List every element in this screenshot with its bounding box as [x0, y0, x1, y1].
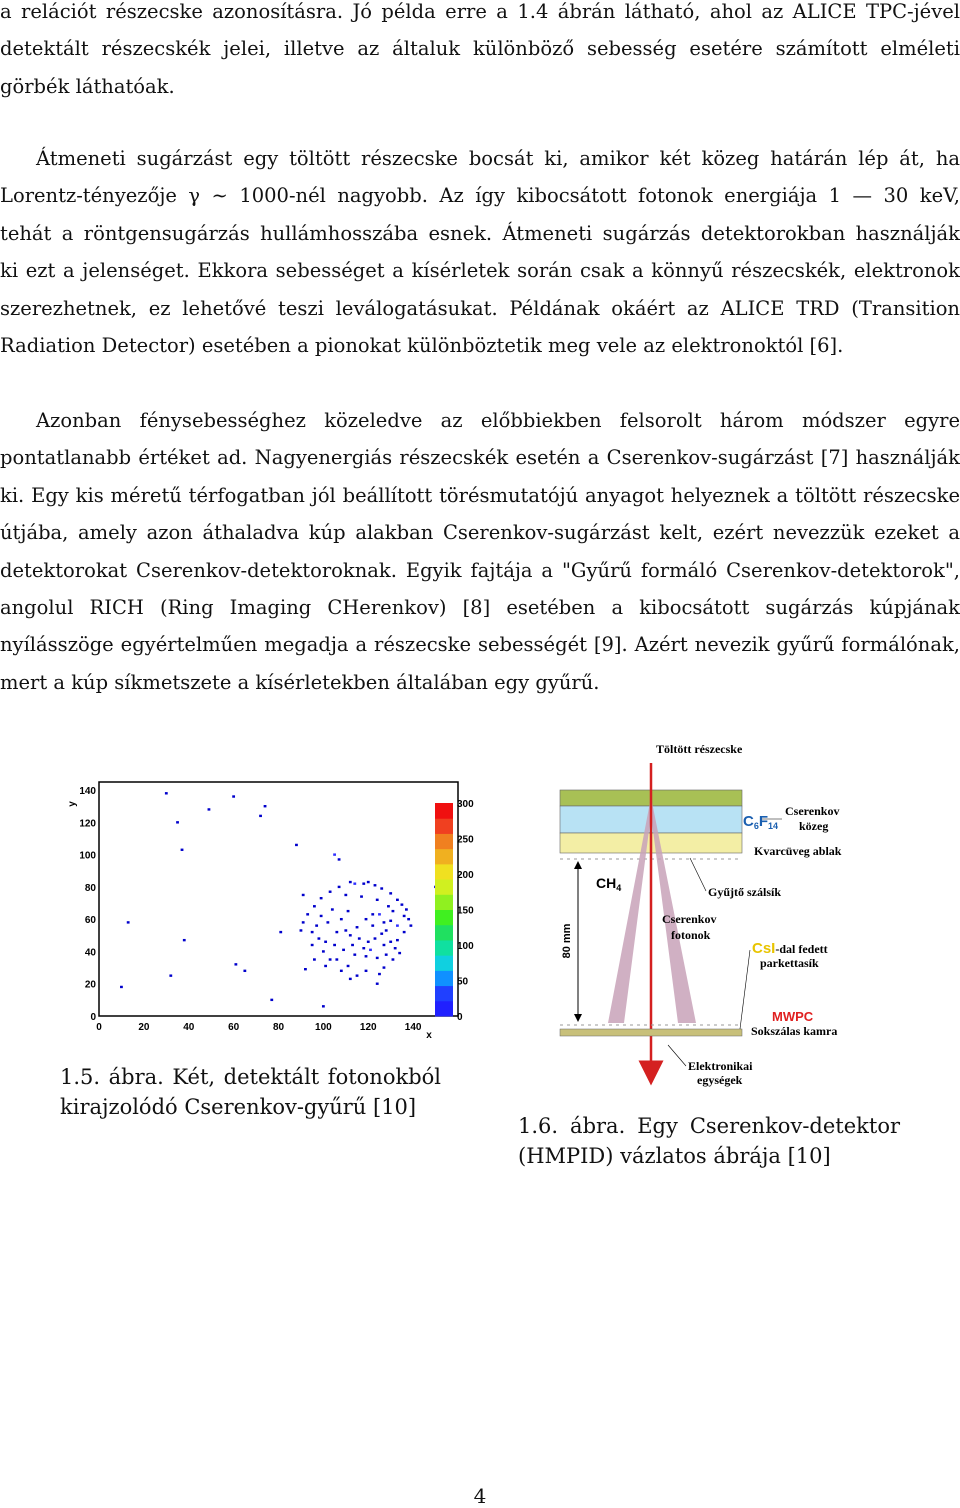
label-csi: CsI-dal fedett	[752, 940, 828, 957]
hit-pixel	[383, 944, 386, 946]
hit-pixel	[380, 932, 383, 934]
hit-pixel	[320, 915, 323, 917]
text-line: detektált részecskék jelei, illetve az általuk különböző sebesség esetére számított elméleti	[0, 37, 960, 61]
text-line: Azonban fénysebességhez közeledve az előbbiekben felsorolt három módszer egyre	[36, 409, 960, 432]
csi-pad-plane	[560, 1029, 742, 1036]
hit-pixel	[320, 897, 323, 899]
hit-pixel	[329, 958, 332, 960]
hit-pixel	[392, 910, 395, 912]
x-tick-label: 140	[404, 1022, 422, 1033]
hit-pixel	[335, 931, 338, 933]
label-electronics-line1: Elektronikai	[688, 1059, 753, 1073]
hit-pixel	[356, 926, 359, 928]
label-radiator-line2: közeg	[799, 819, 829, 833]
x-tick-label: 80	[272, 1022, 285, 1033]
hit-pixel	[398, 952, 401, 954]
hit-pixel	[264, 805, 267, 807]
hit-pixel	[322, 950, 325, 952]
colorbar-tick-label: 150	[457, 905, 474, 917]
hit-pixel	[313, 905, 316, 907]
colorbar-segment	[435, 910, 453, 926]
hit-pixel	[338, 886, 341, 888]
x-tick-label: 40	[183, 1022, 195, 1033]
hit-pixel	[344, 894, 347, 896]
hit-pixel	[234, 963, 237, 965]
hit-pixel	[378, 973, 381, 975]
y-tick-label: 140	[79, 786, 96, 798]
label-electronics-line2: egységek	[697, 1073, 743, 1087]
hit-pixel	[326, 921, 329, 923]
hit-pixel	[349, 934, 352, 936]
hit-pixel	[365, 955, 368, 957]
x-axis-label: x	[426, 1030, 432, 1041]
hit-pixel	[362, 882, 365, 884]
hit-pixel	[165, 792, 168, 794]
x-tick-labels	[96, 1022, 422, 1033]
label-photons-line1: Cserenkov	[662, 912, 717, 926]
colorbar-segment	[435, 849, 453, 865]
hit-pixel	[358, 937, 361, 939]
label-pad-plane: parkettasík	[760, 956, 819, 970]
hit-pixel	[385, 929, 388, 931]
colorbar-segment	[435, 970, 453, 986]
x-tick-label: 60	[228, 1022, 240, 1033]
hit-pixel	[176, 821, 179, 823]
x-tick-label: 120	[359, 1022, 377, 1033]
caption-line: 1.5. ábra. Két, detektált fotonokból	[60, 1065, 441, 1089]
hit-pixel	[353, 953, 356, 955]
colorbar	[435, 803, 453, 1017]
label-radiator-line1: Cserenkov	[785, 804, 840, 818]
hit-pixel	[311, 931, 314, 933]
hit-pixel	[313, 958, 316, 960]
hit-pixel	[367, 881, 370, 883]
hit-pixel	[333, 853, 336, 855]
paragraph-3	[0, 402, 960, 701]
hit-pixel	[374, 884, 377, 886]
text-line: útjába, amely azon áthaladva kúp alakban Cserenkov-sugárzást kelt, ezért nevezzük ezeket a	[0, 521, 960, 545]
hit-pixel	[389, 941, 392, 943]
hit-pixel	[394, 947, 397, 949]
colorbar-segment	[435, 940, 453, 956]
y-tick-label: 40	[84, 947, 96, 959]
hit-pixel	[311, 944, 314, 946]
hit-pixel	[351, 944, 354, 946]
label-mwpc: MWPC	[772, 1009, 814, 1024]
colorbar-segment	[435, 925, 453, 941]
text-line: pontatlanabb értéket ad. Nagyenergiás részecskék esetén a Cserenkov-sugárzást [7] használják	[0, 446, 960, 470]
hit-pixel	[347, 965, 350, 967]
caption-line: (HMPID) vázlatos ábrája [10]	[518, 1144, 831, 1168]
text-line: Lorentz-tényezője γ ∼ 1000-nél nagyobb. Az így kibocsátott fotonok energiája 1 — 30 keV,	[0, 184, 960, 208]
hit-pixel	[378, 913, 381, 915]
hit-pixel	[376, 957, 379, 959]
hit-pixel	[338, 858, 341, 860]
hit-pixel	[409, 924, 412, 926]
page-number: 4	[473, 1484, 487, 1508]
hit-pixel	[403, 915, 406, 917]
figure-1-caption	[60, 1062, 441, 1122]
hit-pixel	[335, 958, 338, 960]
hit-pixel	[232, 795, 235, 797]
colorbar-segment	[435, 955, 453, 971]
paragraph-2	[0, 140, 960, 364]
y-tick-label: 80	[84, 882, 96, 894]
label-charged-particle: Töltött részecske	[656, 742, 743, 756]
hit-pixel	[306, 913, 309, 915]
text-line: a relációt részecske azonosításra. Jó példa erre a 1.4 ábrán látható, ahol az ALICE TPC-jével	[0, 0, 960, 23]
hit-pixel	[340, 970, 343, 972]
label-ch4: $CH_4$	[596, 875, 622, 893]
text-line: ki. Egy kis méretű térfogatban jól beállított törésmutatójú anyagot helyeznek a töltött részecske	[0, 483, 960, 507]
hit-pixel	[322, 1005, 325, 1007]
hit-pixel	[376, 983, 379, 985]
text-line: szerezhetnek, ez lehetővé teszi leválogatásukat. Példának okáért az ALICE TRD (Transition	[0, 296, 960, 320]
hit-pixel	[279, 931, 282, 933]
leader-line	[740, 950, 750, 1029]
hit-pixel	[259, 815, 262, 817]
x-tick-label: 100	[315, 1022, 332, 1033]
hit-pixel	[181, 849, 184, 851]
hit-pixel	[208, 808, 211, 810]
hit-pixel	[360, 895, 363, 897]
colorbar-segment	[435, 879, 453, 895]
hit-pixel	[380, 887, 383, 889]
hit-pixel	[367, 941, 370, 943]
label-collector-wire-plane: Gyűjtő szálsík	[708, 885, 782, 899]
hit-pixel	[396, 939, 399, 941]
text-line: mert a kúp síkmetszete a kísérletekben általában egy gyűrű.	[0, 670, 600, 694]
text-line: tehát a röntgensugárzás hullámhosszába esnek. Átmeneti sugárzás detektorokban használják	[0, 221, 960, 245]
hit-pixel	[405, 908, 408, 910]
hmpid-schematic-diagram	[550, 735, 860, 1095]
hit-pixel	[383, 921, 386, 923]
label-80mm: 80 mm	[561, 923, 573, 959]
hit-pixel	[302, 921, 305, 923]
colorbar-segment	[435, 894, 453, 910]
hit-pixel	[353, 882, 356, 884]
colorbar-tick-label: 250	[457, 834, 474, 846]
hit-pixel	[317, 937, 320, 939]
hit-pixel	[407, 918, 410, 920]
caption-line: kirajzolódó Cserenkov-gyűrű [10]	[60, 1095, 417, 1119]
hit-pixel	[270, 999, 273, 1001]
hit-pixel	[389, 892, 392, 894]
text-line: angolul RICH (Ring Imaging CHerenkov) [8] esetében a kibocsátott sugárzás kúpjának	[0, 595, 960, 619]
hit-pixel	[401, 903, 404, 905]
label-mwpc-full: Sokszálas kamra	[751, 1024, 838, 1038]
hit-pixel	[331, 908, 334, 910]
hit-pixel	[340, 918, 343, 920]
hit-pixel	[302, 894, 305, 896]
colorbar-tick-label: 100	[457, 941, 474, 952]
hit-pixel	[396, 924, 399, 926]
hit-pixel	[371, 913, 374, 915]
hit-pixel	[383, 966, 386, 968]
colorbar-segment	[435, 803, 453, 819]
colorbar-tick-label: 50	[457, 976, 469, 988]
hit-pixel	[387, 905, 390, 907]
hit-pixel	[324, 965, 327, 967]
label-c6f14: $C_6F_{14}$	[743, 813, 779, 831]
hit-pixel	[315, 924, 318, 926]
colorbar-segment	[435, 986, 453, 1002]
text-line: nyílásszöge egyértelműen megadja a részecske sebességét [9]. Azért nevezik gyűrű formálónak,	[0, 633, 960, 657]
leader-line	[690, 858, 706, 891]
hit-pixel	[385, 953, 388, 955]
hit-pixel	[376, 899, 379, 901]
colorbar-tick-labels	[457, 799, 474, 1023]
y-tick-label: 20	[84, 979, 96, 991]
hit-pixel	[374, 937, 377, 939]
hit-pixel	[169, 974, 172, 976]
hit-pixel	[333, 944, 336, 946]
text-line: görbék láthatóak.	[0, 74, 175, 98]
colorbar-tick-label: 0	[457, 1012, 463, 1023]
hit-pixel	[396, 899, 399, 901]
plot-frame	[99, 782, 458, 1016]
text-line: ki ezt a jelenséget. Ekkora sebességet a kísérletek során csak a könnyű részecskék, elektronok	[0, 259, 960, 283]
hit-pixel	[300, 929, 303, 931]
hit-pixel	[324, 941, 327, 943]
label-quartz-window: Kvarcüveg ablak	[754, 844, 842, 858]
y-tick-label: 60	[84, 915, 96, 927]
hit-pixel	[362, 947, 365, 949]
hit-pixel	[403, 931, 406, 933]
colorbar-tick-label: 200	[457, 870, 474, 881]
y-tick-label: 100	[79, 850, 96, 862]
hit-pixel	[120, 986, 123, 988]
label-photons-line2: fotonok	[671, 928, 711, 942]
y-tick-label: 120	[79, 818, 96, 830]
colorbar-segment	[435, 818, 453, 834]
hit-pixel	[295, 844, 298, 846]
colorbar-segment	[435, 864, 453, 880]
rich-hitmap-chart	[55, 775, 485, 1045]
text-line: detektorokat Cserenkov-detektoroknak. Egyik fajtája a "Gyűrű formáló Cserenkov-detektorok",	[0, 558, 960, 582]
hit-pixel	[349, 978, 352, 980]
y-axis-label: y	[67, 801, 78, 807]
hit-pixel	[356, 974, 359, 976]
hit-pixel	[389, 920, 392, 922]
text-line: Radiation Detector) esetében a pionokat különböztetik meg vele az elektronoktól [6].	[0, 333, 844, 357]
hit-pixel	[369, 949, 372, 951]
x-tick-label: 0	[96, 1022, 102, 1033]
hit-pixel	[243, 970, 246, 972]
colorbar-segment	[435, 1001, 453, 1017]
hit-pixel	[347, 910, 350, 912]
x-tick-label: 20	[138, 1022, 150, 1033]
hit-pixel	[304, 968, 307, 970]
hit-pixel	[329, 891, 332, 893]
hit-pixel	[127, 921, 130, 923]
text-line: Átmeneti sugárzást egy töltött részecske bocsát ki, amikor két közeg határán lép át, ha	[36, 147, 960, 170]
colorbar-segment	[435, 833, 453, 849]
hit-pixel	[342, 949, 345, 951]
figure-2-caption	[518, 1111, 900, 1171]
leader-line	[668, 1045, 686, 1066]
hit-pixel	[349, 881, 352, 883]
hit-pixel	[365, 970, 368, 972]
hit-pixel	[371, 924, 374, 926]
hit-pixel	[365, 918, 368, 920]
hit-pixel	[183, 939, 186, 941]
hit-pixel	[392, 958, 395, 960]
hit-pixel	[344, 929, 347, 931]
colorbar-tick-label: 300	[457, 799, 474, 810]
paragraph-1	[0, 0, 960, 105]
y-tick-labels	[79, 786, 96, 1023]
y-tick-label: 0	[90, 1012, 96, 1023]
caption-line: 1.6. ábra. Egy Cserenkov-detektor	[518, 1114, 900, 1138]
